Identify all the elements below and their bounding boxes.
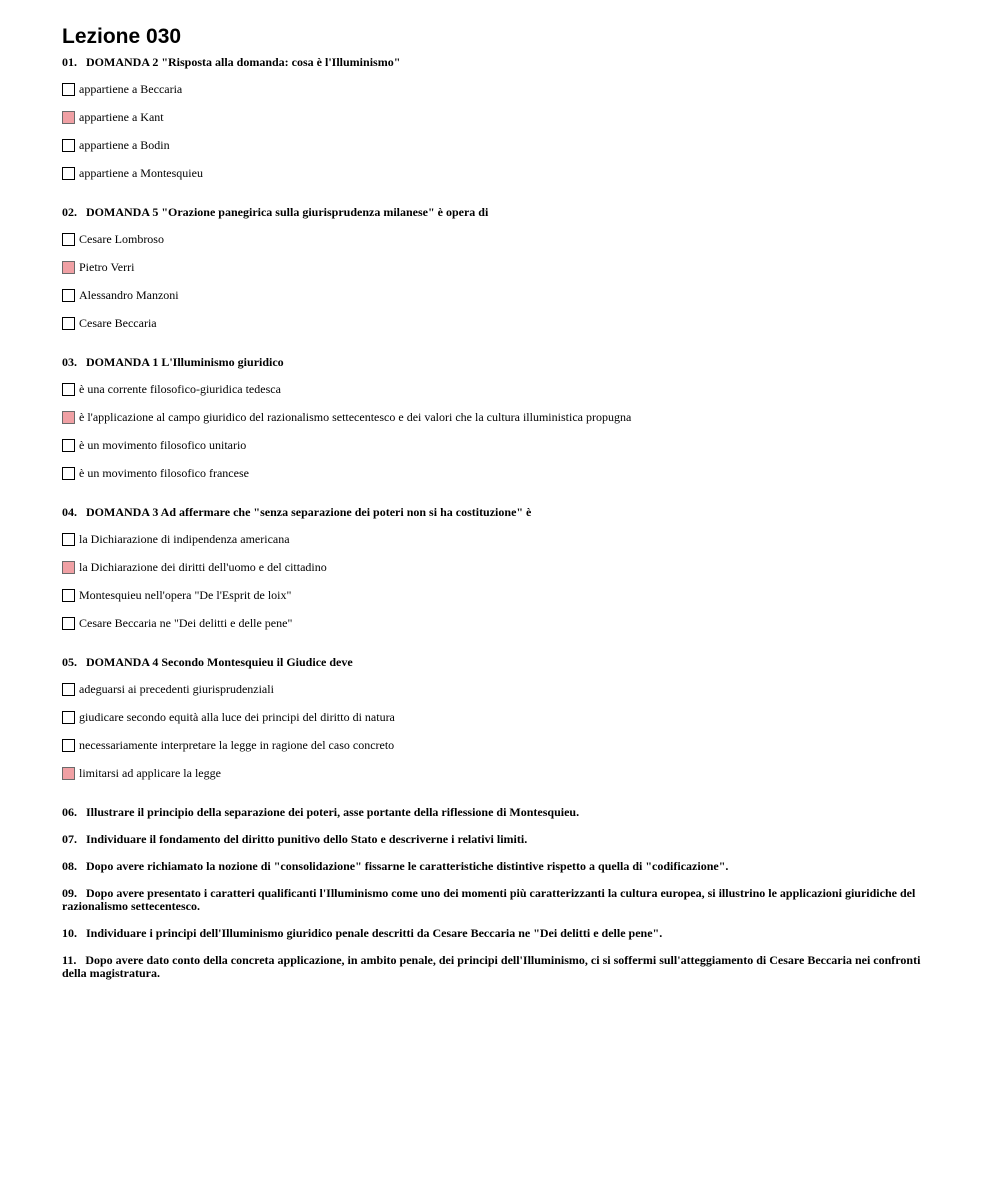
question-label: Dopo avere dato conto della concreta applicazione, in ambito penale, dei principi dell'Illuminismo, ci si soffermi sull'atteggiamento di Cesare Beccaria nei confronti della magistratura. [62, 953, 921, 980]
question-text [62, 656, 942, 669]
answer-label: appartiene a Kant [79, 109, 164, 124]
spacer [62, 487, 942, 500]
spacer [62, 637, 942, 650]
question-text [62, 206, 942, 219]
checkbox[interactable] [62, 383, 75, 396]
question-text [62, 356, 942, 369]
open-question-07 [62, 833, 942, 846]
question-number: 06. [62, 805, 77, 819]
spacer [62, 787, 942, 800]
checkbox[interactable] [62, 83, 75, 96]
open-question-09 [62, 887, 942, 913]
answer-option[interactable] [62, 103, 942, 131]
answer-option[interactable] [62, 403, 942, 431]
answer-option[interactable] [62, 375, 942, 403]
question-label: DOMANDA 5 "Orazione panegirica sulla giurisprudenza milanese" è opera di [86, 205, 489, 219]
answer-label: limitarsi ad applicare la legge [79, 765, 221, 780]
answer-label: Cesare Beccaria [79, 315, 157, 330]
question-label: DOMANDA 2 "Risposta alla domanda: cosa è l'Illuminismo" [86, 55, 401, 69]
answer-option[interactable] [62, 75, 942, 103]
answer-label: Alessandro Manzoni [79, 287, 179, 302]
answer-option[interactable] [62, 131, 942, 159]
answer-label: Pietro Verri [79, 259, 135, 274]
question-04 [62, 506, 942, 650]
answer-label: adeguarsi ai precedenti giurisprudenziali [79, 681, 274, 696]
question-label: Dopo avere presentato i caratteri qualificanti l'Illuminismo come uno dei momenti più caratterizzanti la cultura europea, si illustrino le applicazioni giuridiche del razionalismo settecentesco. [62, 886, 916, 913]
answer-label: Cesare Beccaria ne "Dei delitti e delle pene" [79, 615, 293, 630]
question-01 [62, 56, 942, 200]
answer-option[interactable] [62, 581, 942, 609]
answer-label: è un movimento filosofico unitario [79, 437, 247, 452]
question-number: 07. [62, 832, 77, 846]
answer-label: è l'applicazione al campo giuridico del razionalismo settecentesco e dei valori che la cultura illuministica propugna [79, 409, 632, 424]
checkbox[interactable] [62, 139, 75, 152]
answer-option[interactable] [62, 253, 942, 281]
checkbox[interactable] [62, 683, 75, 696]
question-number: 05. [62, 655, 77, 669]
answer-label: giudicare secondo equità alla luce dei principi del diritto di natura [79, 709, 395, 724]
lesson-title: Lezione 030 [62, 25, 182, 48]
answer-label: è un movimento filosofico francese [79, 465, 249, 480]
checkbox[interactable] [62, 233, 75, 246]
checkbox[interactable] [62, 617, 75, 630]
question-05 [62, 656, 942, 800]
answer-option[interactable] [62, 431, 942, 459]
checkbox[interactable] [62, 711, 75, 724]
answer-label: la Dichiarazione di indipendenza americana [79, 531, 290, 546]
answer-label: è una corrente filosofico-giuridica tedesca [79, 381, 281, 396]
question-text [62, 806, 942, 819]
answer-label: necessariamente interpretare la legge in ragione del caso concreto [79, 737, 395, 752]
question-02 [62, 206, 942, 350]
checkbox[interactable] [62, 261, 75, 274]
checkbox[interactable] [62, 317, 75, 330]
question-text [62, 927, 942, 940]
answer-option[interactable] [62, 675, 942, 703]
question-number: 08. [62, 859, 77, 873]
question-number: 03. [62, 355, 77, 369]
question-number: 10. [62, 926, 77, 940]
question-label: DOMANDA 3 Ad affermare che "senza separazione dei poteri non si ha costituzione" è [86, 505, 532, 519]
quiz-page [62, 24, 942, 994]
checkbox[interactable] [62, 411, 75, 424]
open-question-10 [62, 927, 942, 940]
question-label: Individuare i principi dell'Illuminismo giuridico penale descritti da Cesare Beccaria ne "Dei delitti e delle pene". [86, 926, 663, 940]
checkbox[interactable] [62, 289, 75, 302]
answer-option[interactable] [62, 281, 942, 309]
checkbox[interactable] [62, 561, 75, 574]
answer-option[interactable] [62, 525, 942, 553]
answer-option[interactable] [62, 731, 942, 759]
answer-label: Montesquieu nell'opera "De l'Esprit de loix" [79, 587, 292, 602]
open-question-08 [62, 860, 942, 873]
question-text [62, 887, 942, 913]
checkbox[interactable] [62, 589, 75, 602]
question-label: DOMANDA 4 Secondo Montesquieu il Giudice deve [86, 655, 353, 669]
answer-option[interactable] [62, 553, 942, 581]
answer-option[interactable] [62, 225, 942, 253]
question-label: DOMANDA 1 L'Illuminismo giuridico [86, 355, 284, 369]
question-text [62, 954, 942, 980]
checkbox[interactable] [62, 111, 75, 124]
answer-option[interactable] [62, 703, 942, 731]
checkbox[interactable] [62, 467, 75, 480]
question-text [62, 56, 942, 69]
open-question-06 [62, 806, 942, 819]
question-number: 04. [62, 505, 77, 519]
question-number: 09. [62, 886, 77, 900]
answer-option[interactable] [62, 459, 942, 487]
answer-option[interactable] [62, 309, 942, 337]
question-label: Dopo avere richiamato la nozione di "consolidazione" fissarne le caratteristiche distintive rispetto a quella di "codificazione". [86, 859, 729, 873]
question-text [62, 506, 942, 519]
answer-label: appartiene a Beccaria [79, 81, 183, 96]
open-question-11 [62, 954, 942, 980]
spacer [62, 337, 942, 350]
answer-label: la Dichiarazione dei diritti dell'uomo e del cittadino [79, 559, 327, 574]
checkbox[interactable] [62, 533, 75, 546]
checkbox[interactable] [62, 739, 75, 752]
checkbox[interactable] [62, 767, 75, 780]
answer-option[interactable] [62, 159, 942, 187]
question-text [62, 833, 942, 846]
question-text [62, 860, 942, 873]
answer-label: Cesare Lombroso [79, 231, 164, 246]
spacer [62, 187, 942, 200]
answer-option[interactable] [62, 759, 942, 787]
answer-label: appartiene a Montesquieu [79, 165, 203, 180]
question-03 [62, 356, 942, 500]
question-label: Illustrare il principio della separazione dei poteri, asse portante della riflessione di Montesquieu. [86, 805, 580, 819]
answer-label: appartiene a Bodin [79, 137, 170, 152]
question-number: 02. [62, 205, 77, 219]
checkbox[interactable] [62, 167, 75, 180]
question-number: 11. [62, 953, 77, 967]
answer-option[interactable] [62, 609, 942, 637]
checkbox[interactable] [62, 439, 75, 452]
question-label: Individuare il fondamento del diritto punitivo dello Stato e descriverne i relativi limiti. [86, 832, 528, 846]
question-number: 01. [62, 55, 77, 69]
